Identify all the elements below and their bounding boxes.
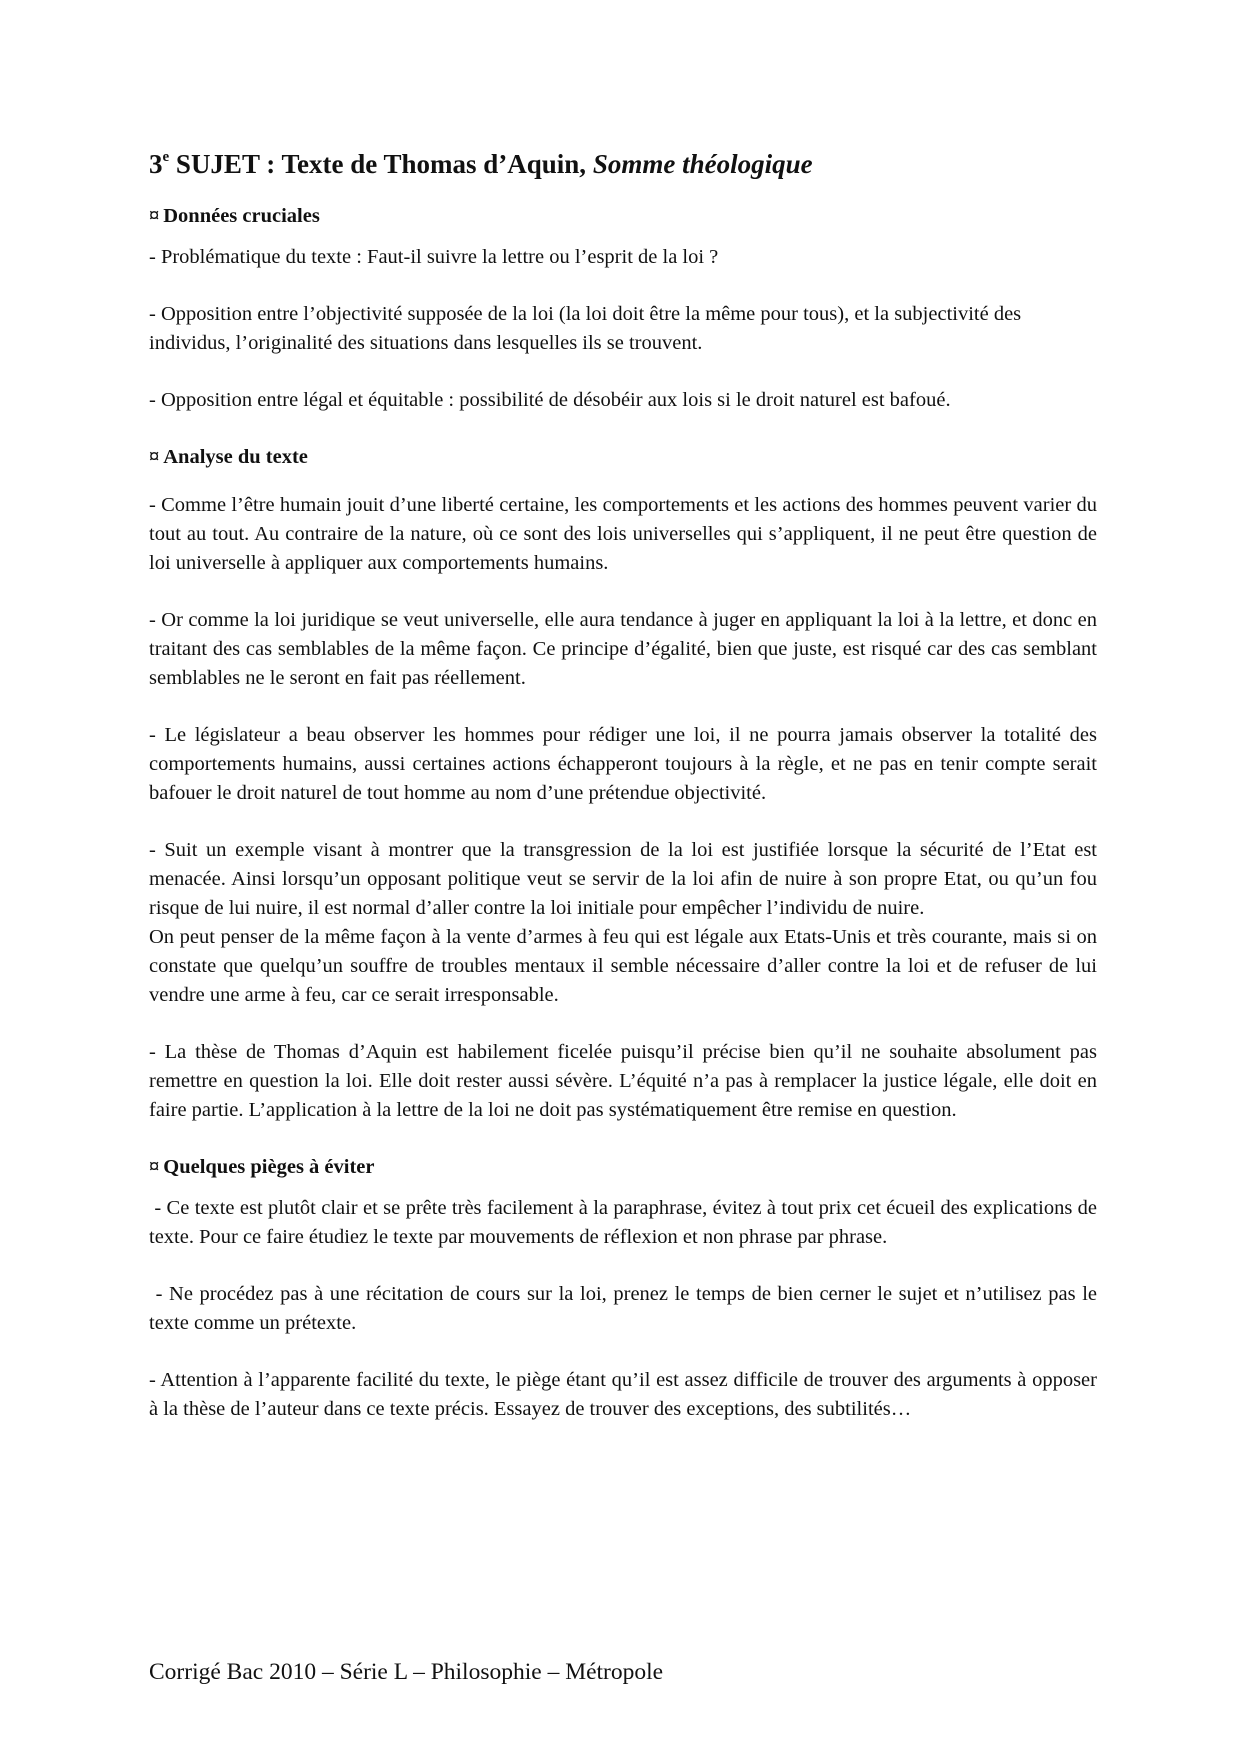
- paragraph: - Ce texte est plutôt clair et se prête très facilement à la paraphrase, évitez à tout prix cet écueil des explications de texte. Pour ce faire étudiez le texte par mouvements de réflexion et non phrase par phrase.: [149, 1197, 1103, 1248]
- paragraph: - Ne procédez pas à une récitation de cours sur la loi, prenez le temps de bien cerner le sujet et n’utilisez pas le texte comme un prétexte.: [149, 1283, 1103, 1334]
- paragraph: - Le législateur a beau observer les hommes pour rédiger une loi, il ne pourra jamais observer la totalité des comportements humains, aussi certaines actions échapperont toujours à la règle, et ne pas en tenir compte serait bafouer le droit naturel de tout homme au nom d’une prétendue objectivité.: [149, 724, 1097, 804]
- document-page: [149, 146, 1103, 1452]
- page-footer: Corrigé Bac 2010 – Série L – Philosophie – Métropole: [149, 1659, 664, 1685]
- paragraph: - Problématique du texte : Faut-il suivre la lettre ou l’esprit de la loi ?: [149, 246, 719, 268]
- title-number: 3: [149, 149, 163, 179]
- paragraph: - Or comme la loi juridique se veut universelle, elle aura tendance à juger en appliquant la loi à la lettre, et donc en traitant des cas semblables de la même façon. Ce principe d’égalité, bien que juste, est risqué car des cas semblant semblables ne le seront en fait pas réellement.: [149, 609, 1097, 689]
- section-heading-text: Quelques pièges à éviter: [163, 1156, 375, 1178]
- paragraph: - La thèse de Thomas d’Aquin est habilement ficelée puisqu’il précise bien qu’il ne souhaite absolument pas remettre en question la loi. Elle doit rester aussi sévère. L’équité n’a pas à remplacer la justice légale, elle doit en faire partie. L’application à la lettre de la loi ne doit pas systématiquement être remise en question.: [149, 1041, 1097, 1121]
- paragraph: - Opposition entre légal et équitable : possibilité de désobéir aux lois si le droit naturel est bafoué.: [149, 389, 951, 411]
- currency-mark-icon: ¤: [149, 1156, 160, 1178]
- section-heading-analyse: [149, 443, 1097, 471]
- title-work: Somme théologique: [592, 149, 813, 179]
- section-heading-text: Données cruciales: [163, 205, 320, 227]
- title-prefix: SUJET : Texte de Thomas d’Aquin,: [169, 149, 593, 179]
- section-heading-text: Analyse du texte: [163, 446, 308, 468]
- section-heading-pieges: [149, 1153, 1097, 1181]
- section-heading-donnees: [149, 202, 1097, 230]
- paragraph: On peut penser de la même façon à la vente d’armes à feu qui est légale aux Etats-Unis et très courante, mais si on constate que quelqu’un souffre de troubles mentaux il semble nécessaire d’aller contre la loi et de refuser de lui vendre une arme à feu, car ce serait irresponsable.: [149, 926, 1097, 1006]
- currency-mark-icon: ¤: [149, 446, 160, 468]
- title-superscript: e: [162, 149, 170, 165]
- currency-mark-icon: ¤: [149, 205, 160, 227]
- paragraph: - Opposition entre l’objectivité supposée de la loi (la loi doit être la même pour tous), et la subjectivité des individus, l’originalité des situations dans lesquelles ils se trouvent.: [149, 303, 1022, 354]
- paragraph: - Suit un exemple visant à montrer que la transgression de la loi est justifiée lorsque la sécurité de l’Etat est menacée. Ainsi lorsqu’un opposant politique veut se servir de la loi afin de nuire à son propre Etat, ou qu’un fou risque de lui nuire, il est normal d’aller contre la loi initiale pour empêcher l’individu de nuire.: [149, 839, 1097, 919]
- document-title: [149, 146, 1097, 182]
- paragraph: - Comme l’être humain jouit d’une liberté certaine, les comportements et les actions des hommes peuvent varier du tout au tout. Au contraire de la nature, où ce sont des lois universelles qui s’appliquent, il ne peut être question de loi universelle à appliquer aux comportements humains.: [149, 494, 1097, 574]
- paragraph: - Attention à l’apparente facilité du texte, le piège étant qu’il est assez difficile de trouver des arguments à opposer à la thèse de l’auteur dans ce texte précis. Essayez de trouver des exceptions, des subtilités…: [149, 1369, 1097, 1420]
